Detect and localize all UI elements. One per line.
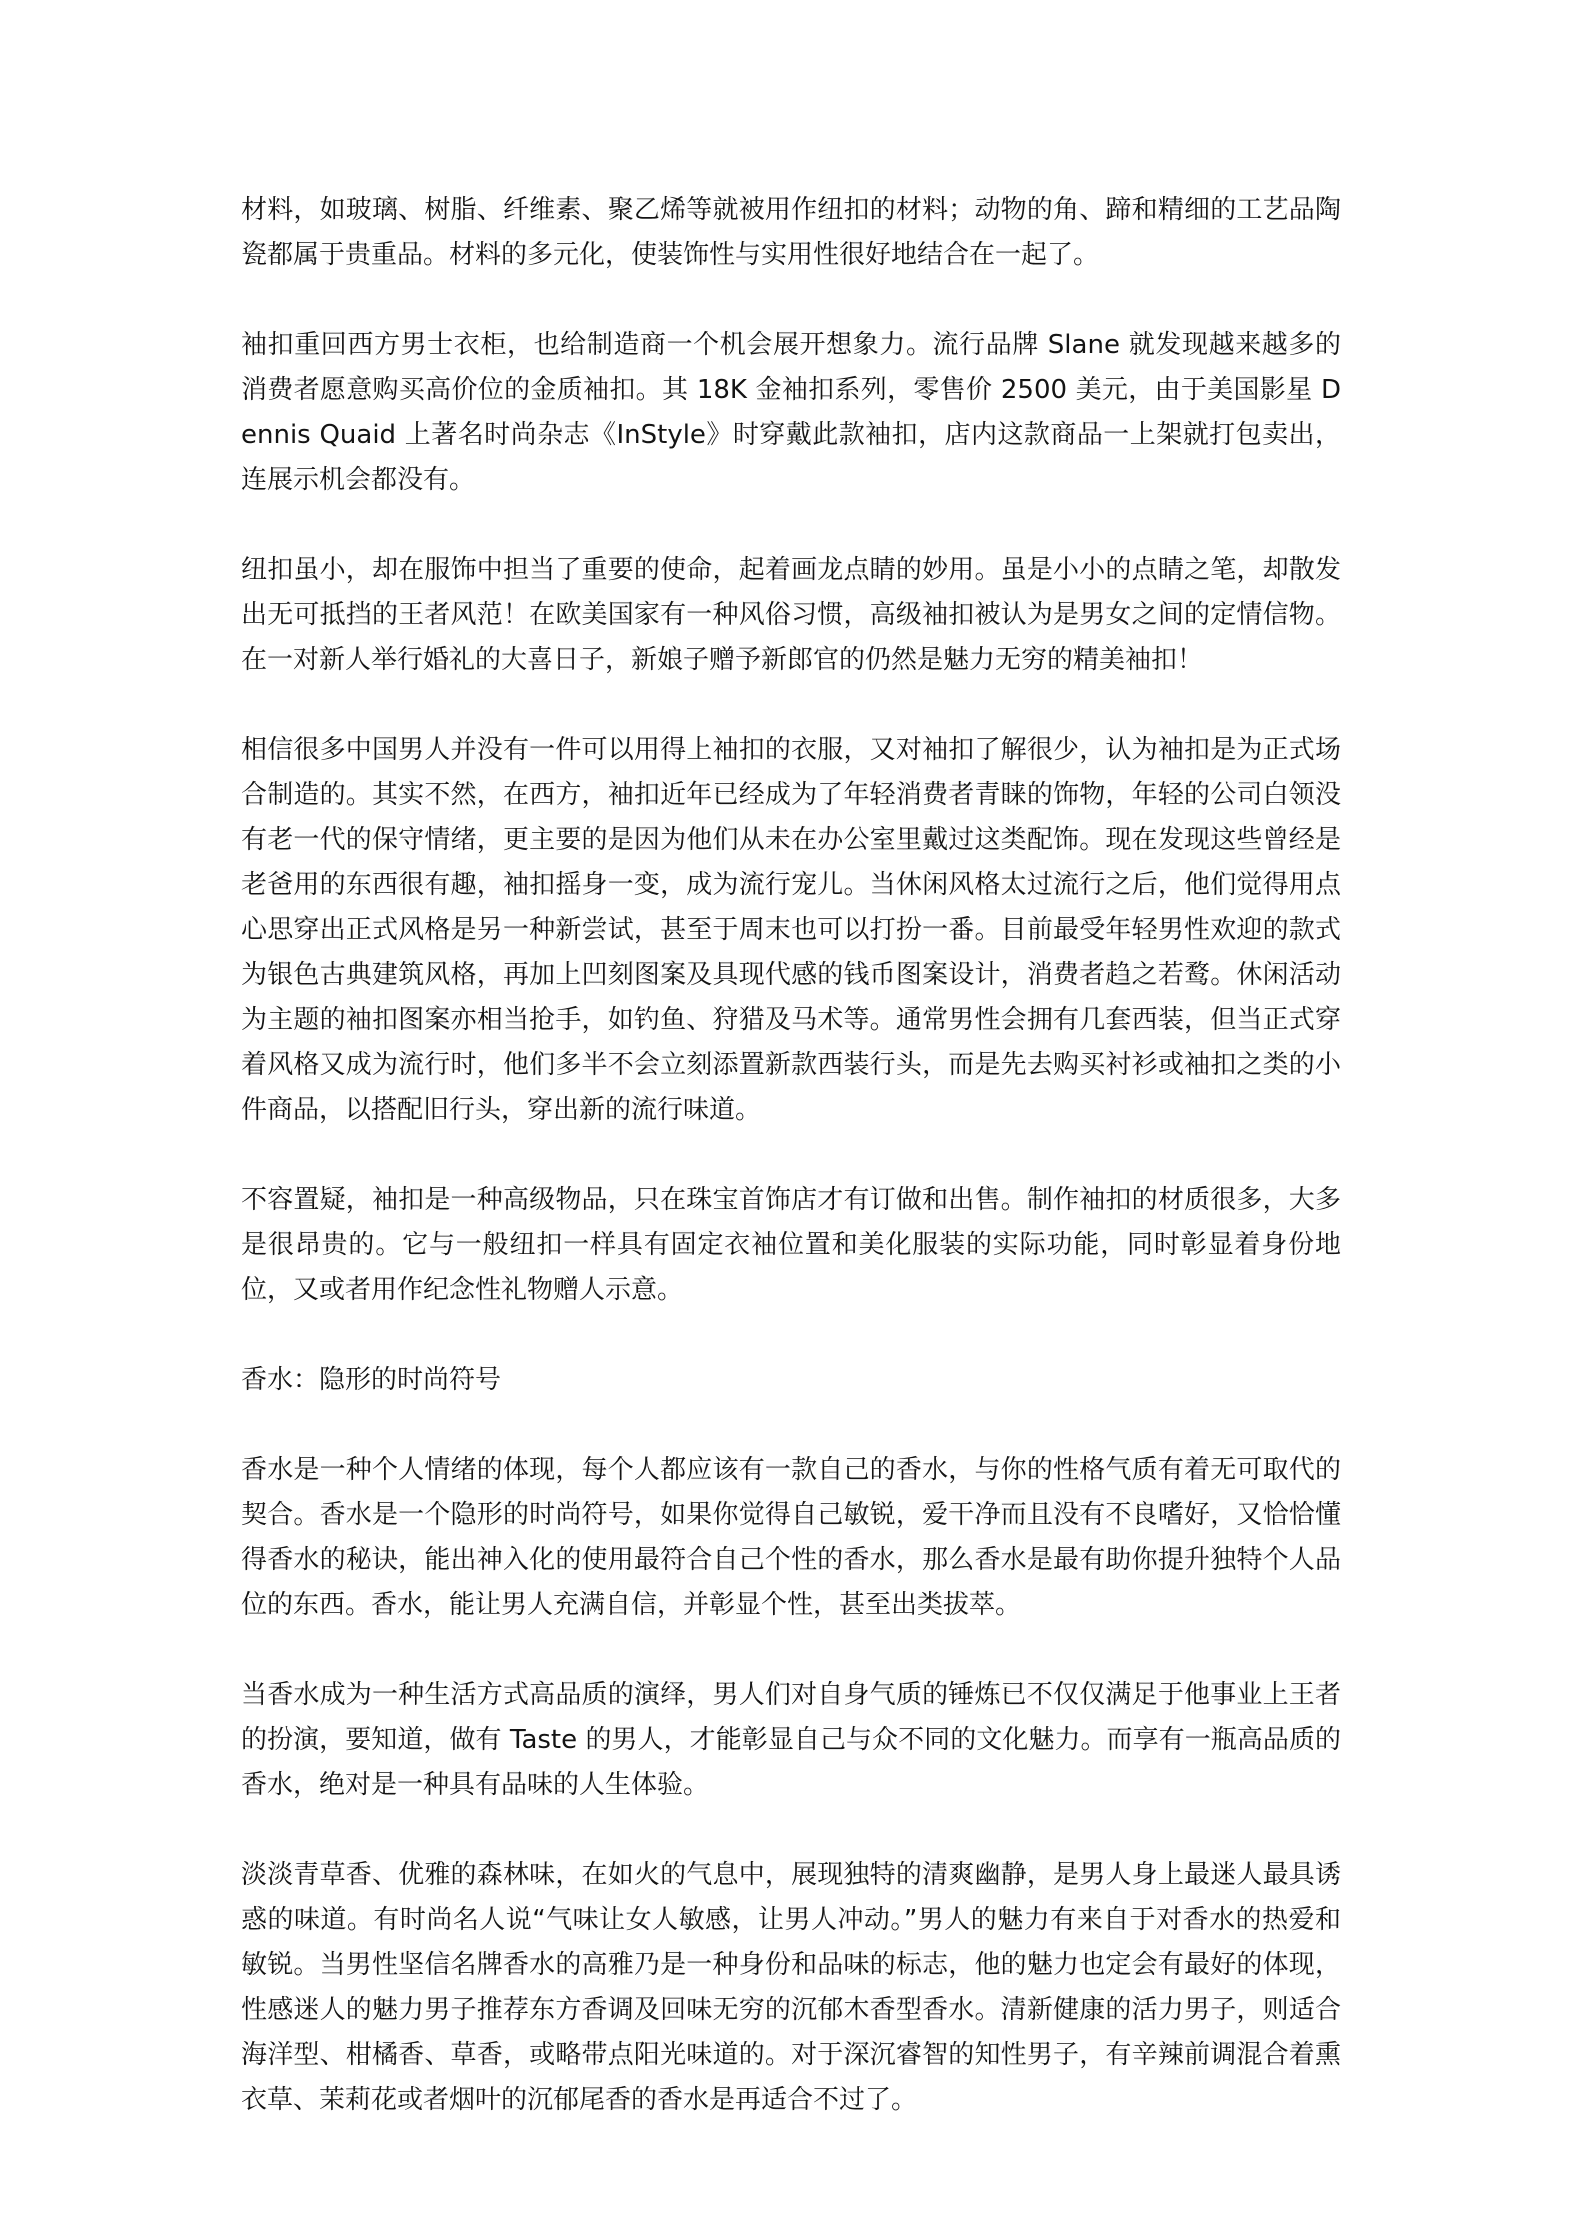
paragraph-perfume-scents: 淡淡青草香、优雅的森林味，在如火的气息中，展现独特的清爽幽静，是男人身上最迷人最具诱惑的味道。有时尚名人说“气味让女人敏感，让男人冲动。”男人的魅力有来自于对香水的热爱和敏锐。当男性坚信名牌香水的高雅乃是一种身份和品味的标志，他的魅力也定会有最好的体现，性感迷人的魅力男子推荐东方香调及回味无穷的沉郁木香型香水。清新健康的活力男子，则适合海洋型、柑橘香、草香，或略带点阳光味道的。对于深沉睿智的知性男子，有辛辣前调混合着熏衣草、茉莉花或者烟叶的沉郁尾香的香水是再适合不过了。 [241,1860,1341,2115]
paragraph-buttons-small: 纽扣虽小，却在服饰中担当了重要的使命，起着画龙点睛的妙用。虽是小小的点睛之笔，却散发出无可抵挡的王者风范！在欧美国家有一种风俗习惯，高级袖扣被认为是男女之间的定情信物。在一对新人举行婚礼的大喜日子，新娘子赠予新郎官的仍然是魅力无穷的精美袖扣！ [241,555,1341,675]
paragraph-cufflinks-return: 袖扣重回西方男士衣柜，也给制造商一个机会展开想象力。流行品牌 Slane 就发现越来越多的消费者愿意购买高价位的金质袖扣。其 18K 金袖扣系列，零售价 2500 美元，由于美国影星 Dennis Quaid 上著名时尚杂志《InStyle》时穿戴此款袖扣，店内这款商品一上架就打包卖出，连展示机会都没有。 [241,330,1341,495]
section-heading-perfume: 香水：隐形的时尚符号 [241,1365,502,1395]
paragraph-chinese-men: 相信很多中国男人并没有一件可以用得上袖扣的衣服，又对袖扣了解很少，认为袖扣是为正式场合制造的。其实不然，在西方，袖扣近年已经成为了年轻消费者青睐的饰物，年轻的公司白领没有老一代的保守情绪，更主要的是因为他们从未在办公室里戴过这类配饰。现在发现这些曾经是老爸用的东西很有趣，袖扣摇身一变，成为流行宠儿。当休闲风格太过流行之后，他们觉得用点心思穿出正式风格是另一种新尝试，甚至于周末也可以打扮一番。目前最受年轻男性欢迎的款式为银色古典建筑风格，再加上凹刻图案及具现代感的钱币图案设计，消费者趋之若鹜。休闲活动为主题的袖扣图案亦相当抢手，如钓鱼、狩猎及马术等。通常男性会拥有几套西装，但当正式穿着风格又成为流行时，他们多半不会立刻添置新款西装行头，而是先去购买衬衫或袖扣之类的小件商品，以搭配旧行头，穿出新的流行味道。 [241,735,1341,1125]
paragraph-materials: 材料，如玻璃、树脂、纤维素、聚乙烯等就被用作纽扣的材料；动物的角、蹄和精细的工艺品陶瓷都属于贵重品。材料的多元化，使装饰性与实用性很好地结合在一起了。 [241,195,1341,270]
paragraph-perfume-emotion: 香水是一种个人情绪的体现，每个人都应该有一款自己的香水，与你的性格气质有着无可取代的契合。香水是一个隐形的时尚符号，如果你觉得自己敏锐，爱干净而且没有不良嗜好，又恰恰懂得香水的秘诀，能出神入化的使用最符合自己个性的香水，那么香水是最有助你提升独特个人品位的东西。香水，能让男人充满自信，并彰显个性，甚至出类拔萃。 [241,1455,1341,1620]
paragraph-perfume-lifestyle: 当香水成为一种生活方式高品质的演绎，男人们对自身气质的锤炼已不仅仅满足于他事业上王者的扮演，要知道，做有 Taste 的男人，才能彰显自己与众不同的文化魅力。而享有一瓶高品质的香水，绝对是一种具有品味的人生体验。 [241,1680,1341,1800]
paragraph-luxury-item: 不容置疑，袖扣是一种高级物品，只在珠宝首饰店才有订做和出售。制作袖扣的材质很多，大多是很昂贵的。它与一般纽扣一样具有固定衣袖位置和美化服装的实际功能，同时彰显着身份地位，又或者用作纪念性礼物赠人示意。 [241,1185,1341,1305]
document-body [241,188,1341,2168]
